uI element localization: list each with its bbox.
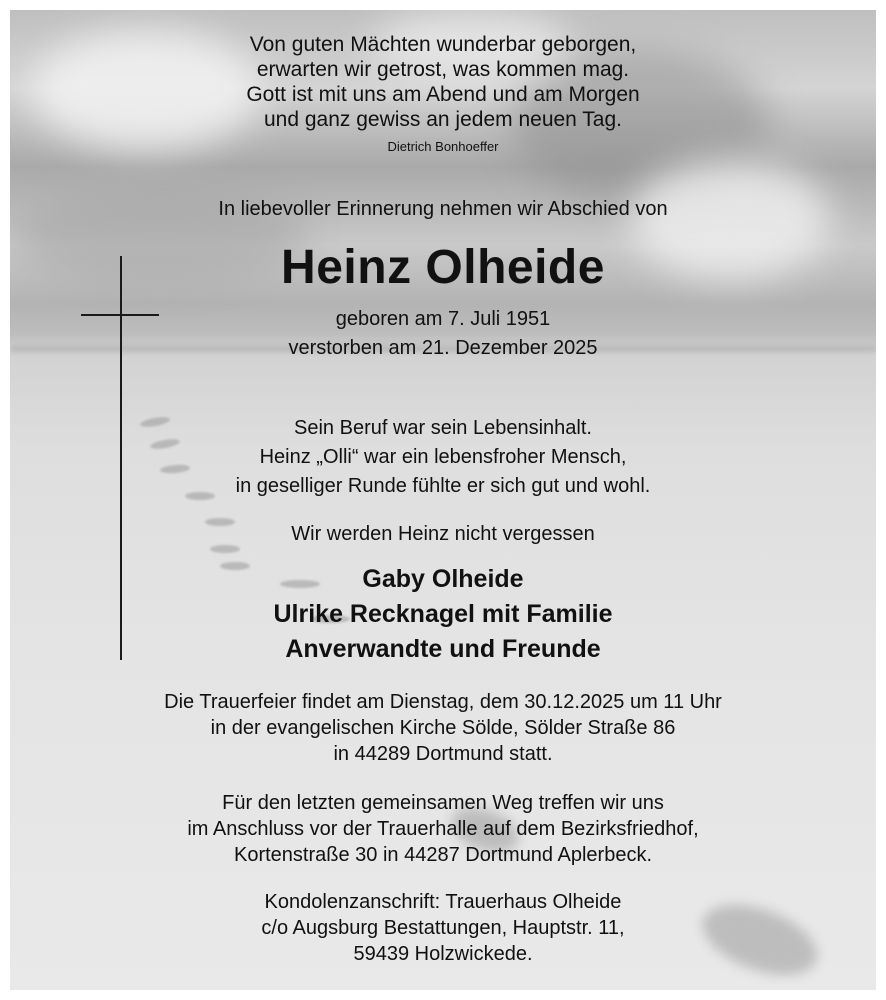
burial-line: Für den letzten gemeinsamen Weg treffen wir uns: [222, 792, 664, 814]
birth-date: geboren am 7. Juli 1951: [335, 308, 551, 330]
tribute-line: Heinz „Olli“ war ein lebensfroher Mensch,: [259, 446, 627, 468]
poem-line: erwarten wir getrost, was kommen mag.: [256, 58, 630, 81]
condolence-line: Kondolenzanschrift: Trauerhaus Olheide: [264, 891, 622, 913]
tribute: [0, 414, 886, 501]
footprint: [210, 545, 240, 553]
tribute-line: in geselliger Runde fühlte er sich gut und wohl.: [235, 475, 651, 497]
intro-text: In liebevoller Erinnerung nehmen wir Abschied von: [218, 198, 668, 220]
funeral-service-info: [0, 689, 886, 767]
condolence-line: c/o Augsburg Bestattungen, Hauptstr. 11,: [261, 917, 625, 939]
poem-line: Gott ist mit uns am Abend und am Morgen: [246, 83, 640, 106]
burial-info: [0, 790, 886, 868]
death-date: verstorben am 21. Dezember 2025: [288, 337, 598, 359]
poem-author: Dietrich Bonhoeffer: [387, 139, 499, 154]
poem-line: Von guten Mächten wunderbar geborgen,: [249, 33, 637, 56]
mourner: Gaby Olheide: [362, 565, 524, 593]
condolence-address: [0, 889, 886, 967]
remember-text: Wir werden Heinz nicht vergessen: [291, 523, 595, 545]
mourners: [0, 562, 886, 667]
service-line: in 44289 Dortmund statt.: [333, 743, 553, 765]
life-dates: [0, 305, 886, 363]
condolence-line: 59439 Holzwickede.: [353, 943, 533, 965]
burial-line: im Anschluss vor der Trauerhalle auf dem Bezirksfriedhof,: [187, 818, 699, 840]
deceased-name: Heinz Olheide: [281, 241, 605, 294]
service-line: in der evangelischen Kirche Sölde, Sölder Straße 86: [210, 717, 676, 739]
burial-line: Kortenstraße 30 in 44287 Dortmund Aplerbeck.: [233, 844, 653, 866]
service-line: Die Trauerfeier findet am Dienstag, dem 30.12.2025 um 11 Uhr: [164, 691, 722, 713]
mourner: Anverwandte und Freunde: [285, 635, 601, 663]
poem-line: und ganz gewiss an jedem neuen Tag.: [263, 108, 623, 131]
mourner: Ulrike Recknagel mit Familie: [273, 600, 613, 628]
tribute-line: Sein Beruf war sein Lebensinhalt.: [294, 417, 592, 439]
poem: [0, 32, 886, 132]
